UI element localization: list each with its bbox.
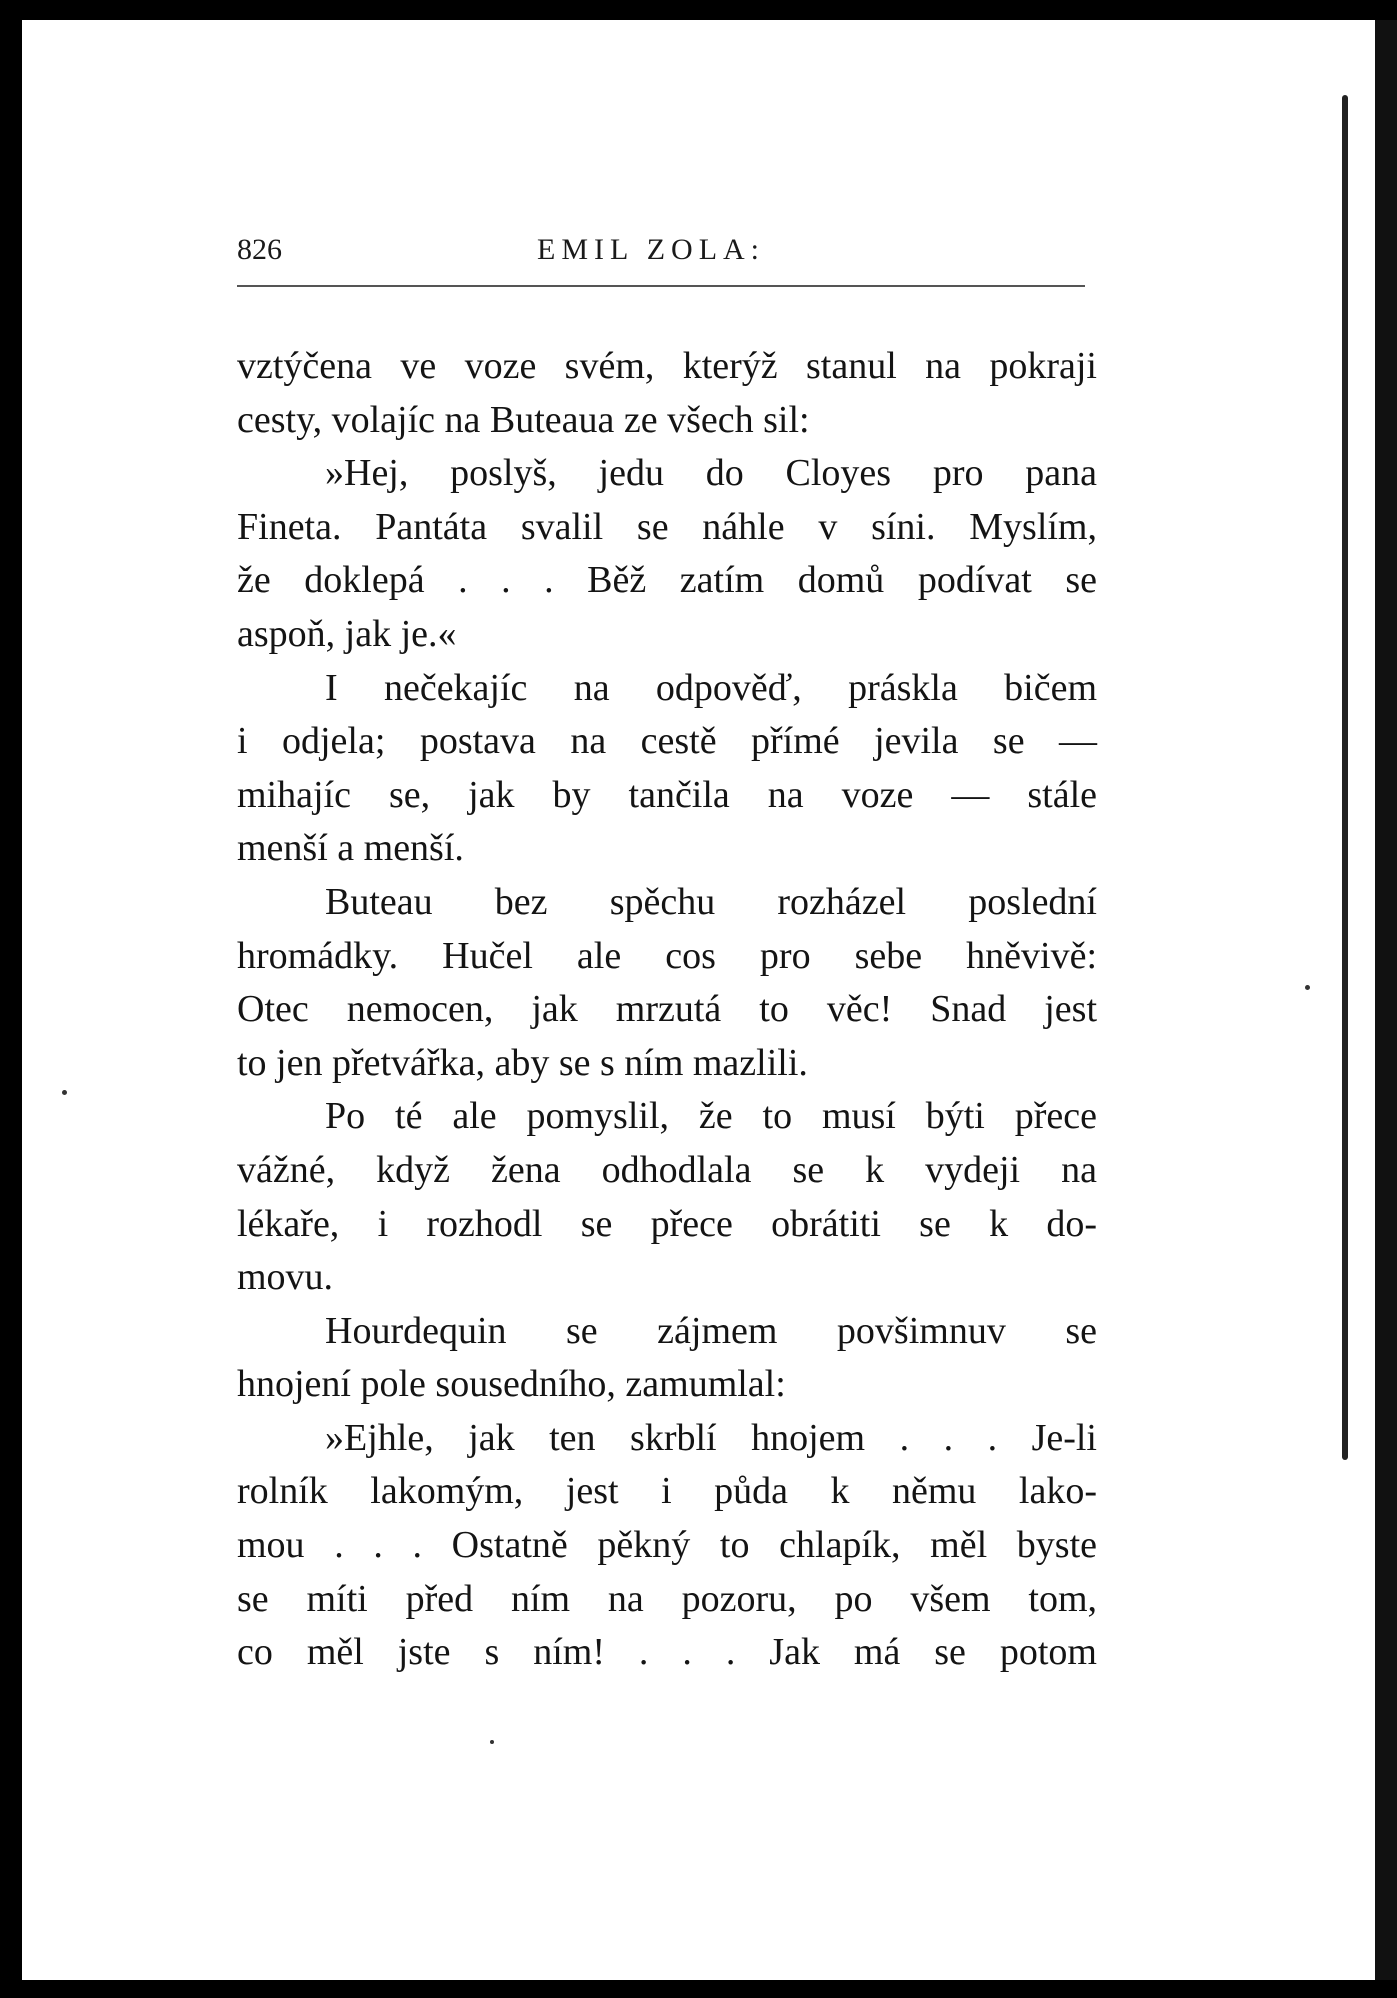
text-line: menší a menší. bbox=[237, 827, 464, 870]
text-line: hnojení pole sousedního, zamumlal: bbox=[237, 1363, 786, 1406]
text-line: »Ejhle, jak ten skrblí hnojem . . . Je-li bbox=[325, 1416, 1097, 1459]
text-line: lékaře, i rozhodl se přece obrátiti se k do- bbox=[237, 1202, 1097, 1245]
text-line: rolník lakomým, jest i půda k němu lako- bbox=[237, 1470, 1097, 1513]
text-line: hromádky. Hučel ale cos pro sebe hněvivě: bbox=[237, 934, 1097, 977]
text-line: Hourdequin se zájmem povšimnuv se bbox=[325, 1309, 1097, 1352]
header-rule bbox=[237, 285, 1085, 287]
body-text bbox=[237, 340, 1097, 1680]
text-line: mou . . . Ostatně pěkný to chlapík, měl byste bbox=[237, 1524, 1097, 1567]
text-line: aspoň, jak je.« bbox=[237, 612, 457, 655]
page-number: 826 bbox=[237, 233, 282, 266]
text-line: vážné, když žena odhodlala se k vydeji na bbox=[237, 1148, 1097, 1191]
text-line: to jen přetvářka, aby se s ním mazlili. bbox=[237, 1041, 808, 1084]
text-line: movu. bbox=[237, 1256, 334, 1299]
text-line: Po té ale pomyslil, že to musí býti přece bbox=[325, 1095, 1097, 1138]
text-line: i odjela; postava na cestě přímé jevila se — bbox=[237, 720, 1097, 763]
page-edge bbox=[1375, 20, 1397, 1980]
print-speck bbox=[490, 1740, 494, 1744]
text-line: mihajíc se, jak by tančila na voze — stále bbox=[237, 773, 1097, 816]
text-line: co měl jste s ním! . . . Jak má se potom bbox=[237, 1631, 1097, 1674]
binding-edge bbox=[1342, 95, 1348, 1460]
page-header bbox=[237, 233, 1085, 273]
text-line: Otec nemocen, jak mrzutá to věc! Snad jest bbox=[237, 988, 1097, 1031]
running-head: EMIL ZOLA: bbox=[537, 233, 766, 266]
text-line: I nečekajíc na odpověď, práskla bičem bbox=[325, 666, 1097, 709]
text-line: Fineta. Pantáta svalil se náhle v síni. Myslím, bbox=[237, 505, 1097, 548]
text-line: cesty, volajíc na Buteaua ze všech sil: bbox=[237, 398, 810, 441]
text-line: »Hej, poslyš, jedu do Cloyes pro pana bbox=[325, 452, 1097, 495]
print-speck bbox=[62, 1090, 67, 1095]
print-speck bbox=[1305, 985, 1310, 990]
text-line: vztýčena ve voze svém, kterýž stanul na pokraji bbox=[237, 345, 1097, 387]
text-line: Buteau bez spěchu rozházel poslední bbox=[325, 880, 1097, 923]
text-line: že doklepá . . . Běž zatím domů podívat se bbox=[237, 559, 1097, 602]
text-line: se míti před ním na pozoru, po všem tom, bbox=[237, 1577, 1097, 1620]
